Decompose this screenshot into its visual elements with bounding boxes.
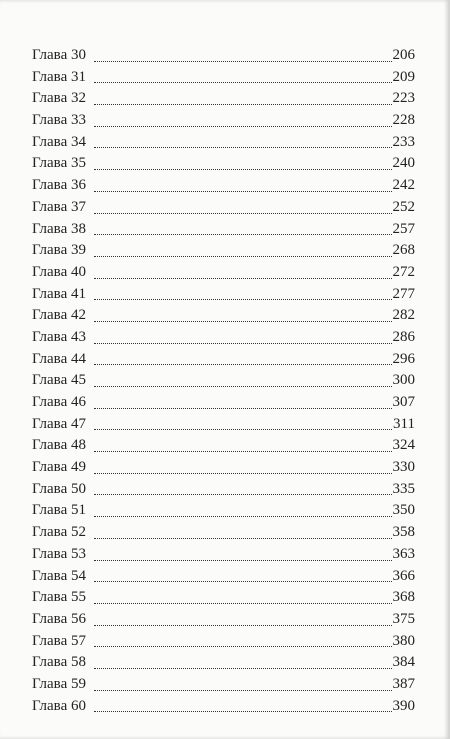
toc-entry [32,370,415,392]
dot-leader [94,537,392,539]
toc-entry [32,153,415,175]
chapter-title: Глава 55 [32,589,86,606]
page-number: 277 [392,285,415,302]
chapter-title: Глава 52 [32,524,86,541]
chapter-title: Глава 34 [32,133,86,150]
dot-leader [94,190,392,192]
dot-leader [94,710,392,712]
page-number: 335 [392,480,415,497]
chapter-title: Глава 33 [32,112,86,129]
toc-entry [32,110,415,132]
dot-leader [94,146,392,148]
toc-entry [32,392,415,414]
toc-entry [32,262,415,284]
page-number: 209 [392,68,415,85]
page-number: 311 [393,415,415,432]
dot-leader [94,580,392,582]
page-number: 375 [392,610,415,627]
chapter-title: Глава 54 [32,567,86,584]
page-number: 242 [392,177,415,194]
page-number: 380 [392,632,415,649]
toc-entry [32,305,415,327]
toc-entry [32,652,415,674]
dot-leader [94,363,392,365]
chapter-title: Глава 42 [32,307,86,324]
dot-leader [94,103,392,105]
chapter-title: Глава 32 [32,90,86,107]
toc-entry [32,284,415,306]
chapter-title: Глава 35 [32,155,86,172]
page-number: 368 [392,589,415,606]
chapter-title: Глава 41 [32,285,86,302]
toc-entry [32,327,415,349]
toc-entry [32,500,415,522]
chapter-title: Глава 36 [32,177,86,194]
dot-leader [94,233,392,235]
dot-leader [94,385,392,387]
toc-entry [32,219,415,241]
dot-leader [94,168,392,170]
dot-leader [94,559,392,561]
page-number: 358 [392,524,415,541]
chapter-title: Глава 30 [32,47,86,63]
chapter-title: Глава 49 [32,459,86,476]
dot-leader [94,60,392,62]
chapter-title: Глава 59 [32,675,86,692]
toc-entry [32,696,415,718]
chapter-title: Глава 38 [32,220,86,237]
chapter-title: Глава 58 [32,654,86,671]
chapter-title: Глава 50 [32,480,86,497]
dot-leader [94,428,392,430]
dot-leader [94,624,392,626]
toc-entry [32,435,415,457]
page-number: 390 [392,697,415,714]
chapter-title: Глава 45 [32,372,86,389]
page-number: 257 [392,220,415,237]
page-number: 296 [392,350,415,367]
page-number: 240 [392,155,415,172]
chapter-title: Глава 47 [32,415,86,432]
table-of-contents [32,45,415,717]
dot-leader [94,277,392,279]
toc-entry [32,631,415,653]
dot-leader [94,602,392,604]
page-number: 252 [392,198,415,215]
page-number: 300 [392,372,415,389]
page-number: 307 [392,394,415,410]
page-number: 324 [392,437,415,454]
dot-leader [94,645,392,647]
toc-entry [32,240,415,262]
chapter-title: Глава 31 [32,68,86,85]
dot-leader [94,493,392,495]
toc-entry [32,175,415,197]
toc-entry [32,67,415,89]
dot-leader [94,125,392,127]
dot-leader [94,320,392,322]
chapter-title: Глава 44 [32,350,86,367]
dot-leader [94,689,392,691]
toc-entry [32,88,415,110]
chapter-title: Глава 46 [32,394,86,410]
chapter-title: Глава 53 [32,545,86,562]
page-number: 286 [392,328,415,345]
dot-leader [94,667,392,669]
page-number: 387 [392,675,415,692]
toc-entry [32,566,415,588]
toc-entry [32,132,415,154]
page-number: 268 [392,242,415,259]
toc-entry [32,609,415,631]
dot-leader [94,515,392,517]
chapter-title: Глава 51 [32,502,86,519]
page-number: 366 [392,567,415,584]
page-number: 233 [392,133,415,150]
page-number: 228 [392,112,415,129]
toc-entry [32,349,415,371]
page-number: 330 [392,459,415,476]
toc-entry [32,479,415,501]
page-number: 272 [392,263,415,280]
toc-entry [32,674,415,696]
dot-leader [94,81,392,83]
page-number: 223 [392,90,415,107]
dot-leader [94,407,392,409]
page-number: 282 [392,307,415,324]
toc-entry [32,522,415,544]
chapter-title: Глава 57 [32,632,86,649]
toc-entry [32,587,415,609]
chapter-title: Глава 40 [32,263,86,280]
page-number: 206 [392,47,415,63]
dot-leader [94,255,392,257]
chapter-title: Глава 37 [32,198,86,215]
chapter-title: Глава 43 [32,328,86,345]
dot-leader [94,298,392,300]
dot-leader [94,472,392,474]
toc-entry [32,414,415,436]
dot-leader [94,342,392,344]
toc-entry [32,197,415,219]
page-number: 384 [392,654,415,671]
chapter-title: Глава 48 [32,437,86,454]
chapter-title: Глава 39 [32,242,86,259]
page-number: 350 [392,502,415,519]
chapter-title: Глава 60 [32,697,86,714]
toc-entry [32,457,415,479]
chapter-title: Глава 56 [32,610,86,627]
dot-leader [94,450,392,452]
toc-entry [32,45,415,67]
dot-leader [94,212,392,214]
toc-entry [32,544,415,566]
page-number: 363 [392,545,415,562]
